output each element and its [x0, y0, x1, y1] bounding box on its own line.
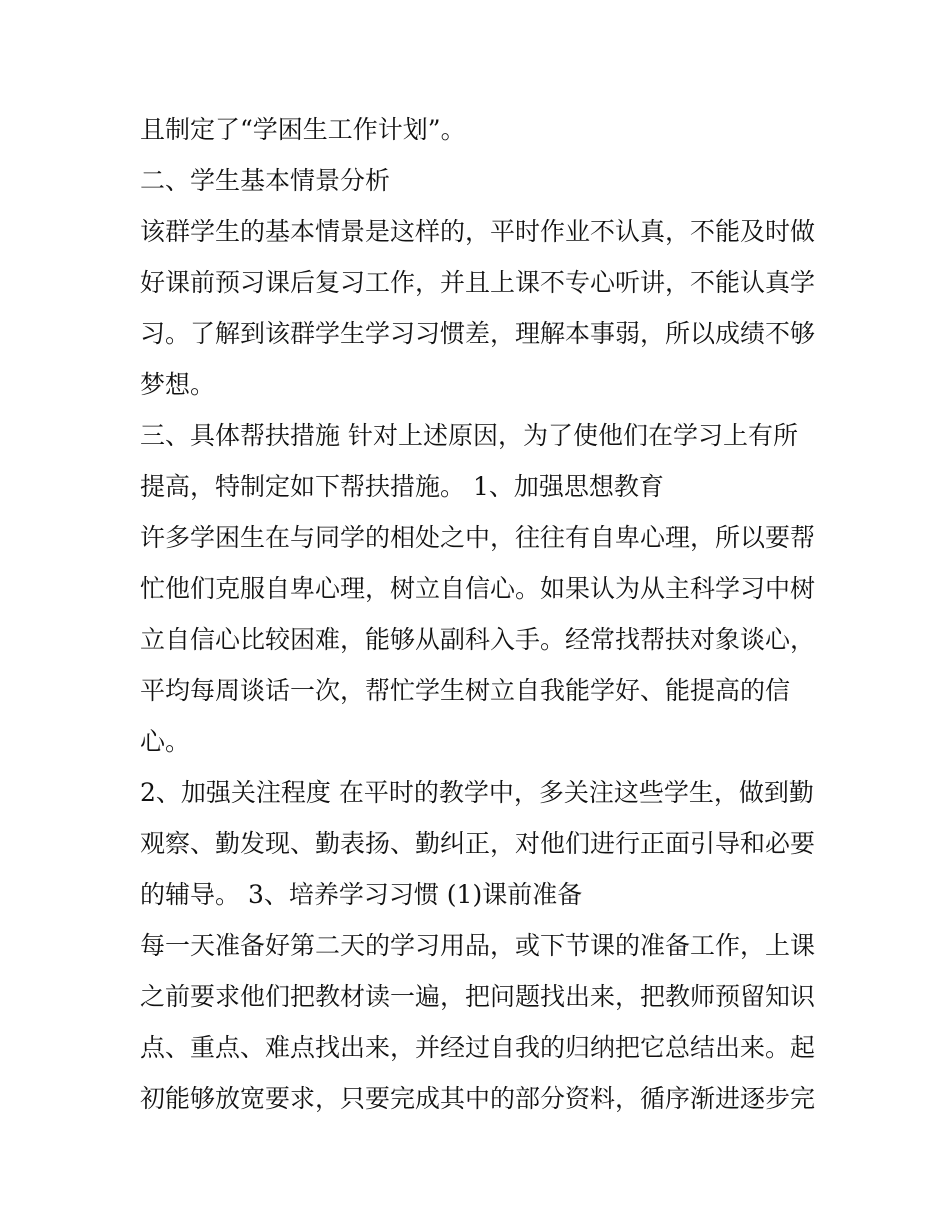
- text-line: 2、加强关注程度 在平时的教学中，多关注这些学生，做到勤: [140, 778, 814, 807]
- body-text: [140, 104, 820, 1124]
- text-line: 心。: [140, 727, 191, 756]
- text-line: 平均每周谈话一次，帮忙学生树立自我能学好、能提高的信: [140, 676, 791, 705]
- section-heading: 三、具体帮扶措施 针对上述原因，为了使他们在学习上有所: [140, 421, 798, 450]
- text-line: 梦想。: [140, 370, 216, 399]
- text-line: 之前要求他们把教材读一遍，把问题找出来，把教师预留知识: [140, 982, 816, 1011]
- text-line: 好课前预习课后复习工作，并且上课不专心听讲，不能认真学: [140, 268, 816, 297]
- text-line: 且制定了“学困生工作计划”。: [140, 115, 466, 144]
- section-heading: 二、学生基本情景分析: [140, 166, 391, 195]
- text-line: 点、重点、难点找出来，并经过自我的归纳把它总结出来。起: [140, 1033, 816, 1062]
- text-line: 忙他们克服自卑心理，树立自信心。如果认为从主科学习中树: [140, 574, 816, 603]
- text-line: 习。了解到该群学生学习习惯差，理解本事弱，所以成绩不够: [140, 319, 816, 348]
- text-line: 提高，特制定如下帮扶措施。 1、加强思想教育: [140, 472, 664, 501]
- text-line: 初能够放宽要求，只要完成其中的部分资料，循序渐进逐步完: [140, 1084, 816, 1113]
- text-line: 观察、勤发现、勤表扬、勤纠正，对他们进行正面引导和必要: [140, 829, 816, 858]
- text-line: 该群学生的基本情景是这样的，平时作业不认真，不能及时做: [140, 217, 816, 246]
- text-line: 每一天准备好第二天的学习用品，或下节课的准备工作，上课: [140, 931, 816, 960]
- text-line: 许多学困生在与同学的相处之中，往往有自卑心理，所以要帮: [140, 523, 816, 552]
- text-line: 立自信心比较困难，能够从副科入手。经常找帮扶对象谈心，: [140, 625, 816, 654]
- text-line: 的辅导。 3、培养学习习惯 (1)课前准备: [140, 880, 583, 909]
